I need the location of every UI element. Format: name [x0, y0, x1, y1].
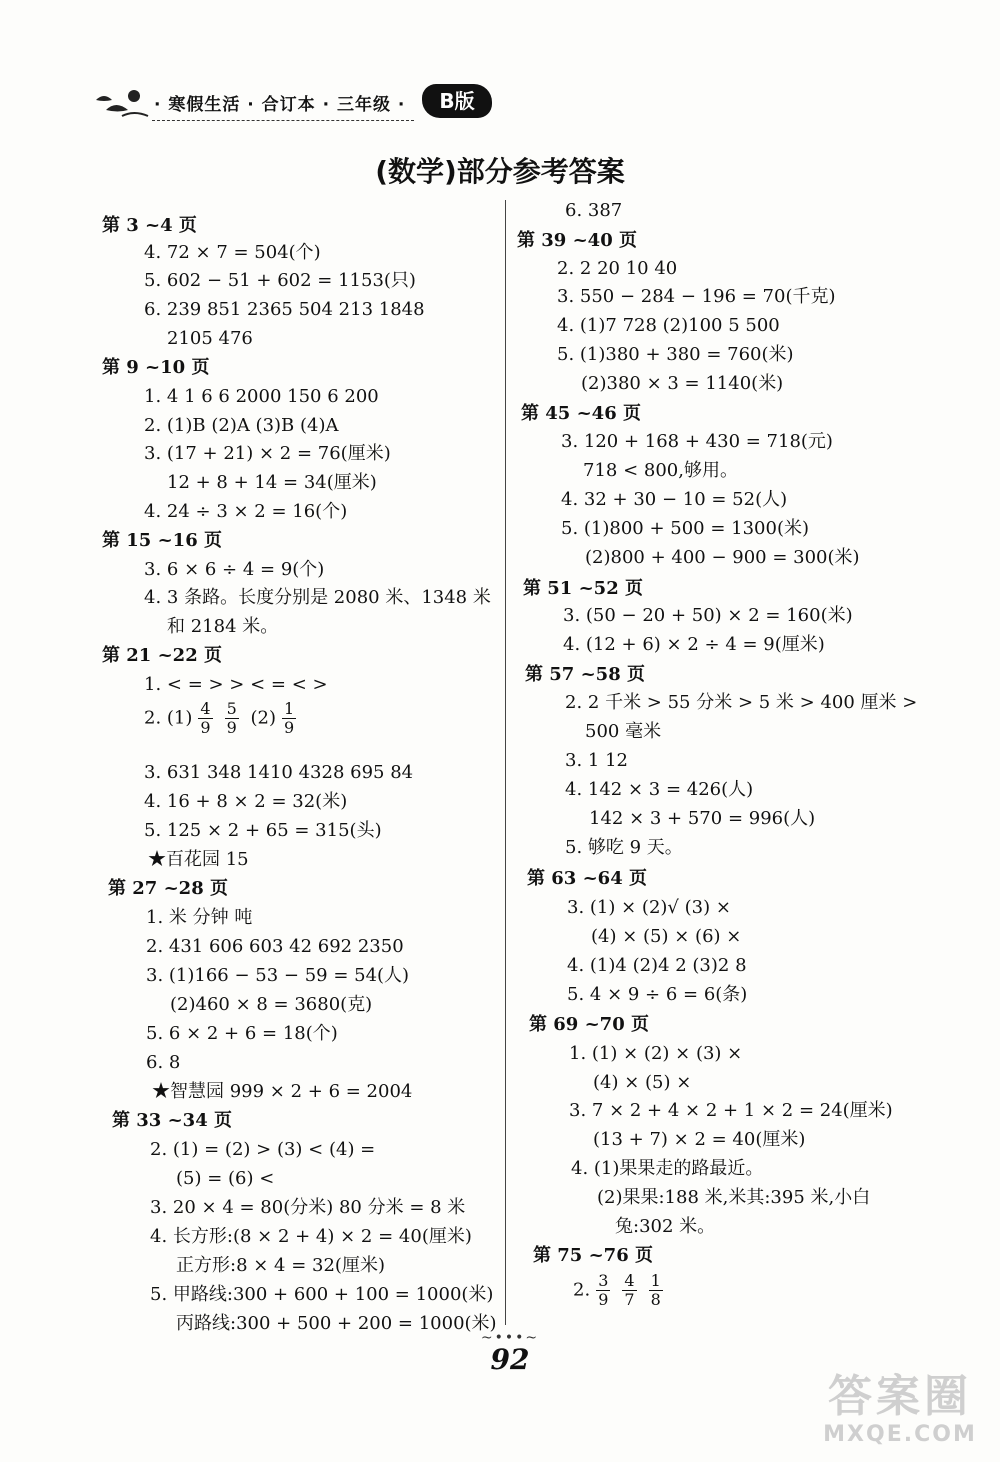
answer-line-fractions	[144, 700, 302, 737]
watermark-logo: 答案圈	[828, 1371, 972, 1422]
answer-line: 718 < 800,够用。	[583, 460, 738, 481]
answer-line: 3. 6 × 6 ÷ 4 = 9(个)	[144, 559, 325, 580]
page-number-value: 92	[490, 1343, 530, 1376]
answer-line: 兔:302 米。	[615, 1216, 716, 1237]
fraction-denominator: 8	[650, 1290, 661, 1309]
column-divider	[505, 200, 506, 1325]
answer-line: 1. 米 分钟 吨	[146, 907, 253, 928]
answer-line: 3. (17 + 21) × 2 = 76(厘米)	[144, 443, 391, 464]
answer-line: 5. 甲路线:300 + 600 + 100 = 1000(米)	[150, 1284, 494, 1305]
section-heading: 第 69 ~70 页	[529, 1014, 649, 1035]
answer-line: 4. 142 × 3 = 426(人)	[565, 779, 754, 800]
answer-label: (2)	[244, 707, 276, 729]
answer-line: (2)果果:188 米,米其:395 米,小白	[597, 1187, 871, 1208]
section-heading: 第 3 ~4 页	[102, 215, 197, 236]
fraction	[198, 700, 212, 737]
answer-line: 1. (1) × (2) × (3) ×	[569, 1043, 743, 1064]
fraction-numerator: 4	[200, 699, 211, 718]
answer-line: 2. (1) = (2) > (3) < (4) =	[150, 1139, 376, 1160]
answer-line: 3. 550 − 284 − 196 = 70(千克)	[557, 286, 836, 307]
fraction	[596, 1272, 610, 1309]
answer-line: 4. (1)4 (2)4 2 (3)2 8	[567, 955, 747, 976]
answer-line: 6. 239 851 2365 504 213 1848	[144, 299, 425, 320]
fraction-denominator: 7	[624, 1290, 635, 1309]
answer-line: (13 + 7) × 2 = 40(厘米)	[593, 1129, 806, 1150]
edition-badge: B版	[422, 84, 492, 118]
section-heading: 第 63 ~64 页	[527, 868, 647, 889]
fraction-denominator: 9	[226, 718, 237, 737]
ornament-icon: ~•••~	[480, 1330, 540, 1346]
watermark-url: MXQE.COM	[823, 1422, 977, 1447]
answer-line: ★智慧园 999 × 2 + 6 = 2004	[152, 1081, 413, 1102]
answer-label: 2. (1)	[144, 707, 193, 729]
answer-line: 4. 32 + 30 − 10 = 52(人)	[561, 489, 788, 510]
section-heading: 第 21 ~22 页	[102, 645, 222, 666]
answer-line: 4. (12 + 6) × 2 ÷ 4 = 9(厘米)	[563, 634, 825, 655]
answer-line: 2. 2 20 10 40	[557, 258, 678, 279]
answer-line: 12 + 8 + 14 = 34(厘米)	[167, 472, 377, 493]
answer-line: (4) × (5) ×	[593, 1072, 692, 1093]
answer-line: 5. (1)380 + 380 = 760(米)	[557, 344, 794, 365]
answer-line: 4. 16 + 8 × 2 = 32(米)	[144, 791, 348, 812]
answer-line: 3. (50 − 20 + 50) × 2 = 160(米)	[563, 605, 853, 626]
section-heading: 第 27 ~28 页	[108, 878, 228, 899]
fraction	[649, 1272, 663, 1309]
answer-line: (2)380 × 3 = 1140(米)	[581, 373, 784, 394]
answer-line: (4) × (5) × (6) ×	[591, 926, 742, 947]
page-header	[92, 82, 512, 132]
answer-line: 5. 够吃 9 天。	[565, 837, 683, 858]
answer-line: (2)800 + 400 − 900 = 300(米)	[585, 547, 860, 568]
answer-line: 3. 120 + 168 + 430 = 718(元)	[561, 431, 833, 452]
section-heading: 第 33 ~34 页	[112, 1110, 232, 1131]
fraction	[225, 700, 239, 737]
answer-line: 1. < = > > < = < >	[144, 674, 328, 695]
answer-line-fractions	[573, 1272, 669, 1309]
answer-line: 2105 476	[167, 328, 253, 349]
answer-line: 2. 2 千米 > 55 分米 > 5 米 > 400 厘米 >	[565, 692, 918, 713]
header-text: · 寒假生活 · 合订本 · 三年级 ·	[154, 95, 406, 115]
watermark	[810, 1372, 990, 1452]
answer-line: 5. 602 − 51 + 602 = 1153(只)	[144, 270, 416, 291]
answer-line: 3. 20 × 4 = 80(分米) 80 分米 = 8 米	[150, 1197, 466, 1218]
answer-line: 3. 1 12	[565, 750, 628, 771]
answer-line: 500 毫米	[585, 721, 662, 742]
answer-line: 2. (1)B (2)A (3)B (4)A	[144, 415, 339, 436]
answer-line: (5) = (6) <	[176, 1168, 275, 1189]
answer-label: 2.	[573, 1279, 591, 1301]
fraction	[282, 700, 296, 737]
section-heading: 第 51 ~52 页	[523, 578, 643, 599]
answer-line: 142 × 3 + 570 = 996(人)	[589, 808, 816, 829]
birds-icon	[92, 82, 152, 122]
fraction-denominator: 9	[598, 1290, 609, 1309]
fraction	[622, 1272, 636, 1309]
section-heading: 第 75 ~76 页	[533, 1245, 653, 1266]
answer-line: 6. 387	[565, 200, 623, 221]
fraction-numerator: 4	[624, 1271, 635, 1290]
answer-line: 1. 4 1 6 6 2000 150 6 200	[144, 386, 379, 407]
answer-line: 和 2184 米。	[167, 616, 279, 637]
answer-line: 3. 631 348 1410 4328 695 84	[144, 762, 414, 783]
answer-line: 2. 431 606 603 42 692 2350	[146, 936, 404, 957]
section-heading: 第 9 ~10 页	[102, 357, 210, 378]
fraction-denominator: 9	[284, 718, 295, 737]
answer-line: 4. (1)果果走的路最近。	[571, 1158, 764, 1179]
answer-line: 4. 3 条路。长度分别是 2080 米、1348 米	[144, 587, 491, 608]
section-heading: 第 57 ~58 页	[525, 664, 645, 685]
answer-line: 5. 6 × 2 + 6 = 18(个)	[146, 1023, 338, 1044]
answer-line: 5. 4 × 9 ÷ 6 = 6(条)	[567, 984, 748, 1005]
answer-line: (2)460 × 8 = 3680(克)	[170, 994, 373, 1015]
header-rule	[152, 120, 414, 121]
answer-line: 5. (1)800 + 500 = 1300(米)	[561, 518, 810, 539]
page-title: (数学)部分参考答案	[375, 155, 625, 188]
answer-line: 3. (1)166 − 53 − 59 = 54(人)	[146, 965, 410, 986]
section-heading: 第 39 ~40 页	[517, 230, 637, 251]
answer-line: 正方形:8 × 4 = 32(厘米)	[176, 1255, 385, 1276]
answer-line: 4. 24 ÷ 3 × 2 = 16(个)	[144, 501, 348, 522]
page-number	[470, 1330, 550, 1376]
section-heading: 第 15 ~16 页	[102, 530, 222, 551]
answer-line: ★百花园 15	[148, 849, 249, 870]
answer-line: 丙路线:300 + 500 + 200 = 1000(米)	[176, 1313, 497, 1334]
section-heading: 第 45 ~46 页	[521, 403, 641, 424]
answer-line: 4. 72 × 7 = 504(个)	[144, 242, 321, 263]
answer-line: 4. 长方形:(8 × 2 + 4) × 2 = 40(厘米)	[150, 1226, 472, 1247]
fraction-numerator: 3	[598, 1271, 609, 1290]
answer-line: 6. 8	[146, 1052, 181, 1073]
fraction-denominator: 9	[200, 718, 211, 737]
fraction-numerator: 1	[284, 699, 295, 718]
fraction-numerator: 1	[650, 1271, 661, 1290]
fraction-numerator: 5	[226, 699, 237, 718]
answer-line: 3. (1) × (2)√ (3) ×	[567, 897, 731, 918]
answer-line: 4. (1)7 728 (2)100 5 500	[557, 315, 780, 336]
answer-line: 3. 7 × 2 + 4 × 2 + 1 × 2 = 24(厘米)	[569, 1100, 893, 1121]
answer-line: 5. 125 × 2 + 65 = 315(头)	[144, 820, 382, 841]
